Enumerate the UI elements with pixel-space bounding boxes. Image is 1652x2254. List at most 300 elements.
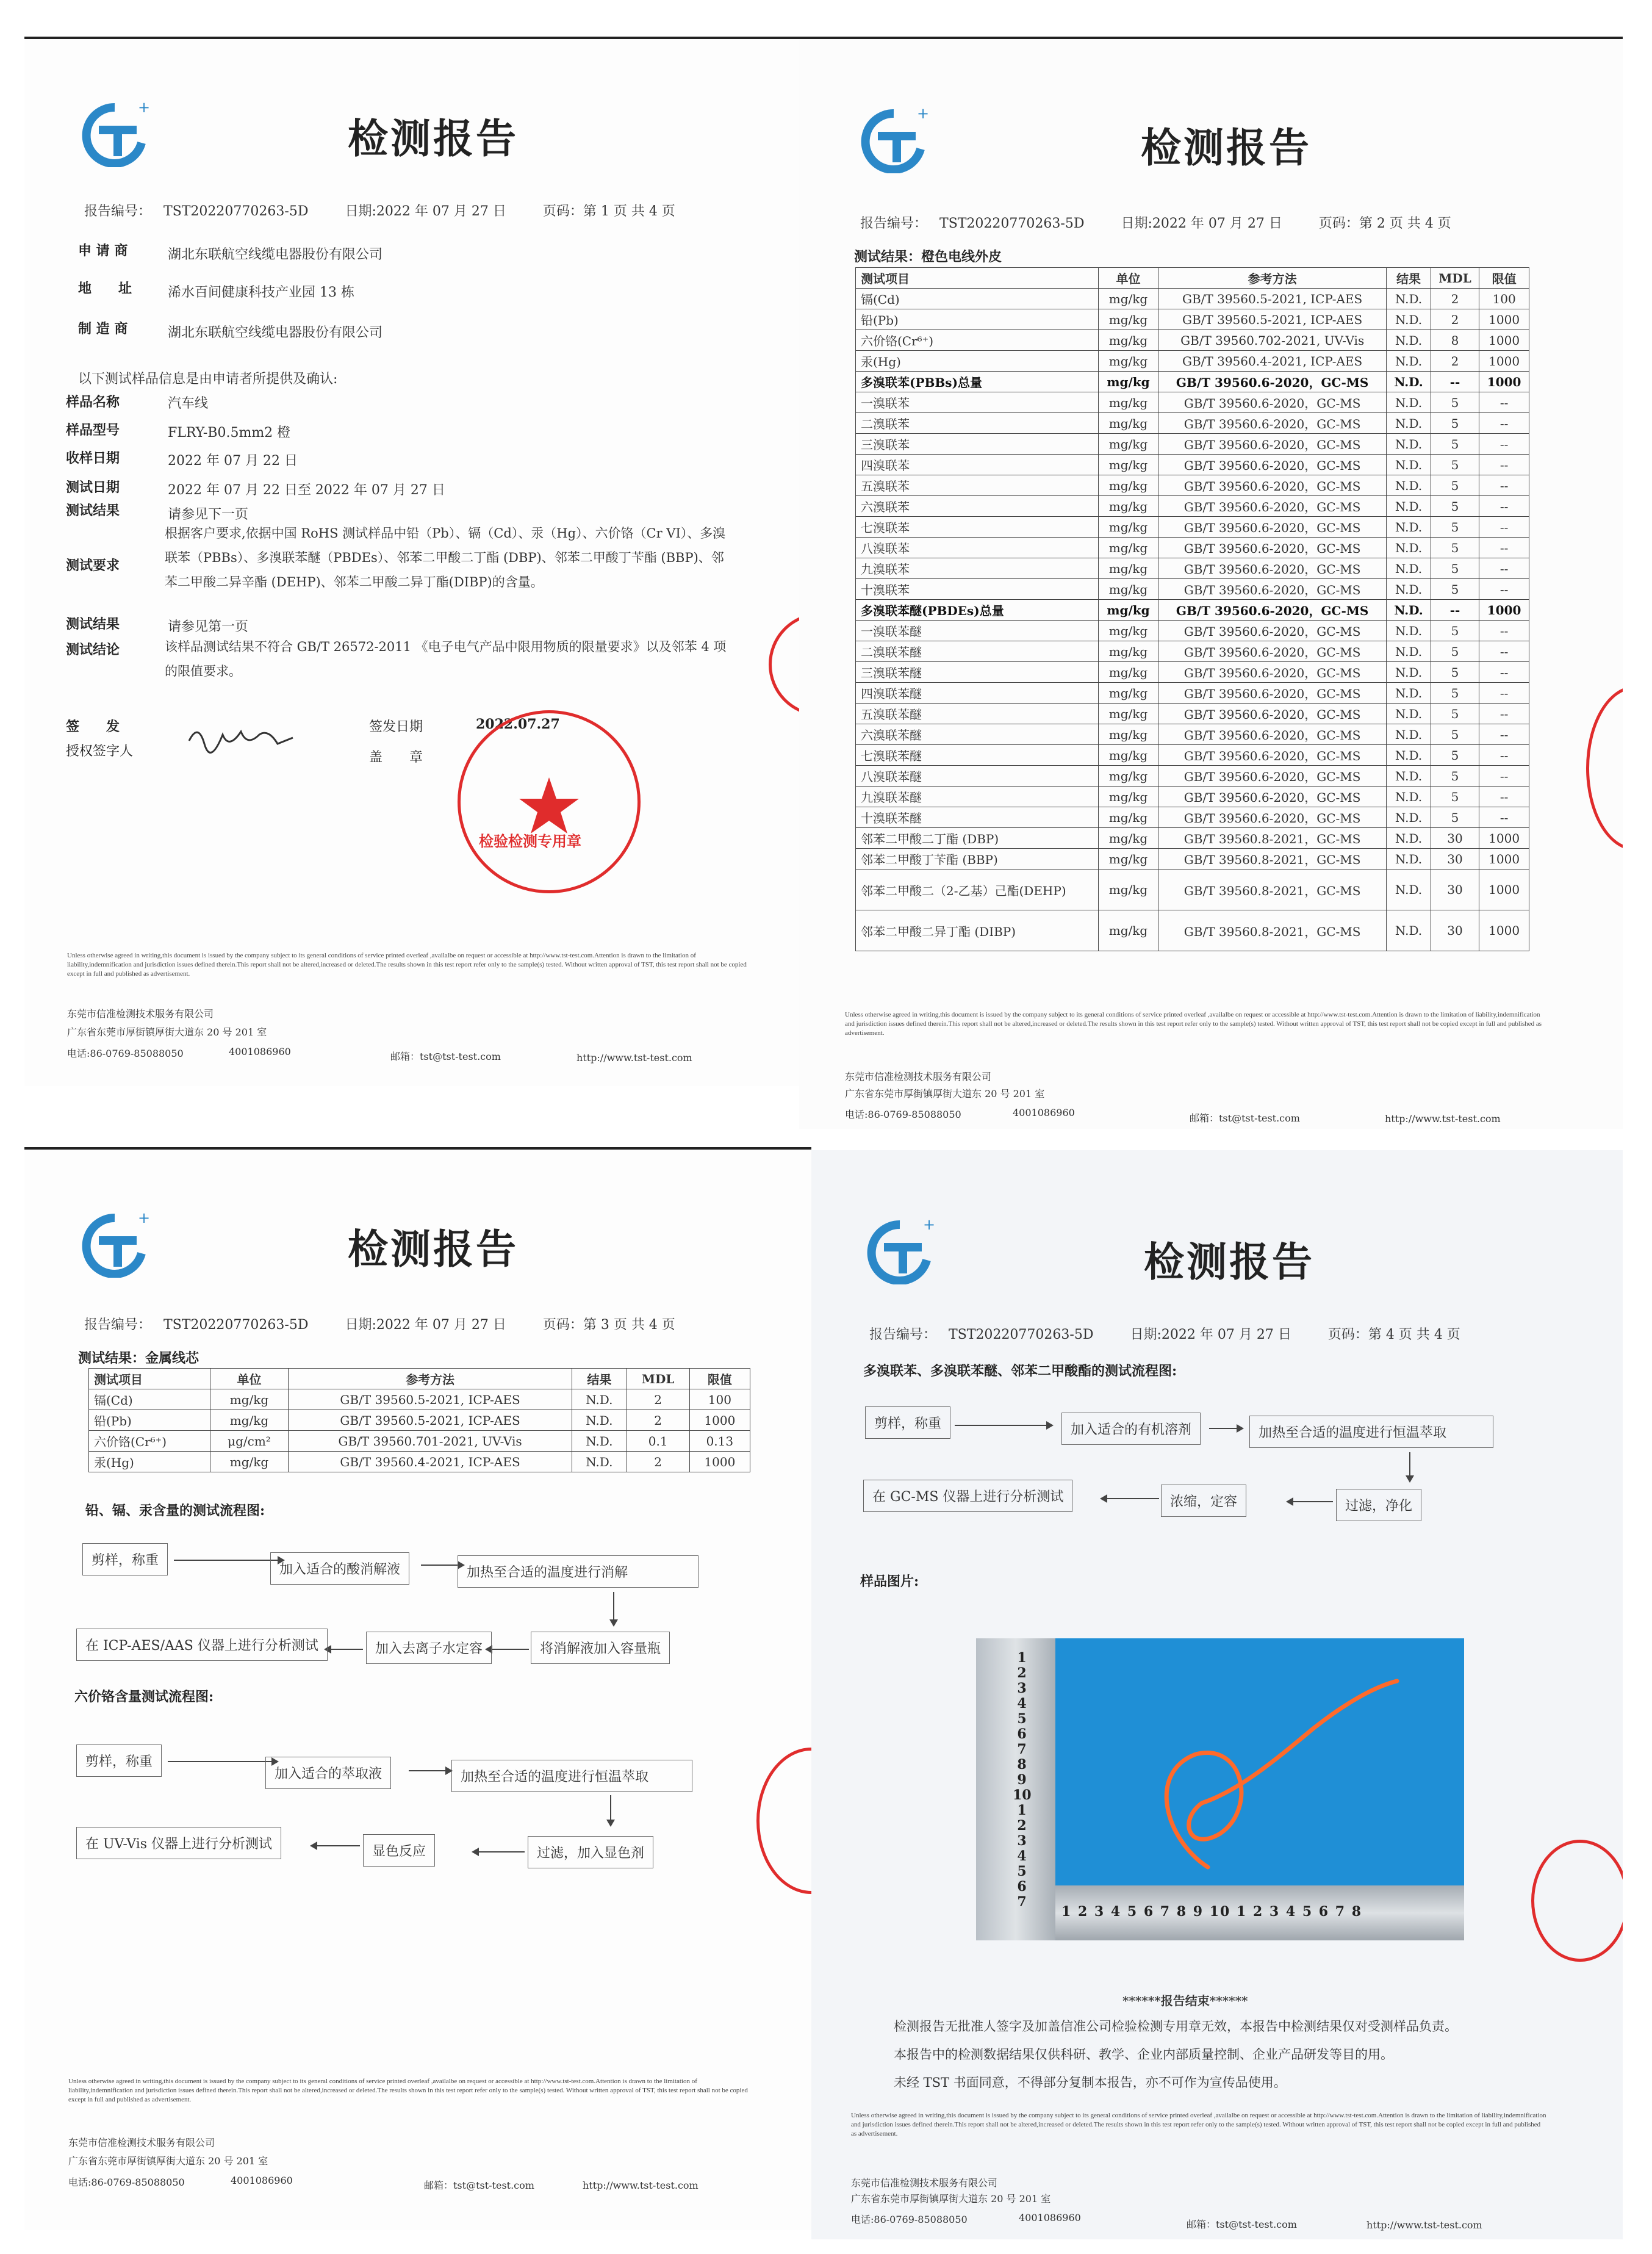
footer-address: 广东省东莞市厚街镇厚街大道东 20 号 201 室: [67, 1026, 267, 1038]
table-cell: 1000: [1479, 910, 1529, 951]
table-cell: 5: [1431, 704, 1479, 724]
table-cell: 1000: [1479, 600, 1529, 621]
table-cell: --: [1479, 807, 1529, 828]
table-cell: 二溴联苯: [856, 413, 1099, 434]
table-cell: N.D.: [1387, 600, 1431, 621]
table-row: [856, 910, 1529, 951]
disclaimer-text: Unless otherwise agreed in writing,this document is issued by the company subject to its general conditions of service printed overleaf ,availalbe on request or accessible at http://www.tst-test.com.Attention is drawn to the limitation of liability,indemnification and jurisdiction issues defined therein.This report shall not be altered,increased or deleted.The results shown in this test report refer only to the sample(s) tested. Without written approval of TST, this test report shall not be copied except in full and published as advertisement.: [68, 2078, 748, 2103]
requirement-text: 根据客户要求,依据中国 RoHS 测试样品中铅（Pb）、镉（Cd）、汞（Hg）、六价铬（Cr VI）、多溴联苯（PBBs）、多溴联苯醚（PBDEs）、邻苯二甲酸二丁酯 (DBP)、邻苯二甲酸丁苄酯 (BBP)、邻苯二甲酸二异辛酯 (DEHP)、邻苯二甲酸二异丁酯(DIBP)的含量。: [165, 526, 726, 589]
manufacturer-value: 湖北东联航空线缆电器股份有限公司: [168, 325, 383, 340]
table-cell: GB/T 39560.6-2020，GC-MS: [1158, 662, 1387, 683]
table-cell: 1000: [1479, 870, 1529, 910]
table-cell: --: [1479, 641, 1529, 662]
ruler-vertical-marks: 1 2 3 4 5 6 7 8 9 10 1 2 3 4 5 6 7: [1013, 1650, 1032, 1910]
page-number: 页码：第 2 页 共 4 页: [1318, 216, 1451, 231]
table-row: [856, 351, 1529, 372]
table-row: [856, 538, 1529, 558]
table-cell: 三溴联苯醚: [856, 662, 1099, 683]
flow-arrow-down-icon: [613, 1592, 614, 1626]
table-cell: 铅(Pb): [856, 309, 1099, 330]
table-cell: --: [1479, 724, 1529, 745]
footer-web: http://www.tst-test.com: [1385, 1113, 1501, 1125]
col-header: 测试项目: [89, 1369, 210, 1389]
table-cell: N.D.: [1387, 704, 1431, 724]
edge-stamp: [769, 613, 799, 716]
table-cell: N.D.: [1387, 309, 1431, 330]
ruler-horizontal: [1055, 1885, 1464, 1940]
table-row: [856, 475, 1529, 496]
table-cell: 1000: [1479, 372, 1529, 392]
table-cell: 三溴联苯: [856, 434, 1099, 455]
table-cell: 30: [1431, 870, 1479, 910]
table-cell: GB/T 39560.6-2020，GC-MS: [1158, 600, 1387, 621]
authorized-signer-label: 授权签字人: [66, 744, 134, 759]
disclaimer-text: Unless otherwise agreed in writing,this document is issued by the company subject to its general conditions of service printed overleaf ,availalbe on request or accessible at http://www.tst-test.com.Attention is drawn to the limitation of liability,indemnification and jurisdiction issues defined therein.This report shall not be altered,increased or deleted.The results shown in this test report refer only to the sample(s) tested. Without written approval of TST, this test report shall not be copied except in full and published as advertisement.: [67, 952, 747, 978]
table-cell: 5: [1431, 787, 1479, 807]
table-row: [89, 1431, 750, 1452]
report-no-label: 报告编号：: [860, 216, 928, 231]
test-date: 2022 年 07 月 22 日至 2022 年 07 月 27 日: [168, 483, 445, 498]
table-cell: mg/kg: [1098, 870, 1158, 910]
table-cell: N.D.: [1387, 683, 1431, 704]
flow1-title: 铅、镉、汞含量的测试流程图:: [85, 1503, 265, 1519]
table-row: [856, 413, 1529, 434]
report-no-label: 报告编号：: [84, 204, 152, 219]
flow1-step: 加入适合的酸消解液: [270, 1552, 409, 1585]
table-cell: N.D.: [1387, 662, 1431, 683]
disclaimer-text: Unless otherwise agreed in writing,this document is issued by the company subject to its general conditions of service printed overleaf ,availalbe on request or accessible at http://www.tst-test.com.Attention is drawn to the limitation of liability,indemnification and jurisdiction issues defined therein.This report shall not be altered,increased or deleted.The results shown in this test report refer only to the sample(s) tested. Without written approval of TST, this test report shall not be copied except in full and published as advertisement.: [845, 1011, 1542, 1037]
flow-arrow-icon: [1287, 1501, 1333, 1502]
table-cell: 镉(Cd): [856, 289, 1099, 309]
table-cell: --: [1479, 475, 1529, 496]
table-cell: mg/kg: [1098, 683, 1158, 704]
table-cell: 七溴联苯: [856, 517, 1099, 538]
table-cell: --: [1479, 538, 1529, 558]
table-cell: 30: [1431, 910, 1479, 951]
tst-logo-icon: [78, 1211, 157, 1278]
table-cell: GB/T 39560.6-2020，GC-MS: [1158, 724, 1387, 745]
flow2-step: 剪样，称重: [76, 1745, 162, 1777]
report-date: 日期:2022 年 07 月 27 日: [345, 204, 506, 219]
signature-icon: [186, 716, 296, 759]
result-label-1: 测试结果: [66, 503, 120, 519]
table-row: [89, 1389, 750, 1410]
table-cell: 5: [1431, 579, 1479, 600]
table-row: [856, 745, 1529, 766]
table-cell: --: [1479, 579, 1529, 600]
flow2-step: 显色反应: [363, 1834, 435, 1867]
table-cell: 100: [1479, 289, 1529, 309]
flow-step: 加热至合适的温度进行恒温萃取: [1249, 1416, 1493, 1448]
table-cell: 8: [1431, 330, 1479, 351]
table-row: [856, 662, 1529, 683]
table-cell: GB/T 39560.5-2021, ICP-AES: [289, 1389, 572, 1410]
svg-text:+: +: [138, 1211, 151, 1226]
table-cell: 2: [627, 1410, 689, 1431]
flow1-step: 剪样，称重: [82, 1543, 168, 1575]
table-cell: N.D.: [1387, 517, 1431, 538]
col-header: 测试项目: [856, 268, 1099, 289]
table-cell: N.D.: [1387, 372, 1431, 392]
table-row: [856, 289, 1529, 309]
table-cell: mg/kg: [1098, 724, 1158, 745]
table-cell: --: [1431, 600, 1479, 621]
stamp-star-icon: [461, 713, 637, 890]
table-cell: mg/kg: [1098, 766, 1158, 787]
footer-address: 广东省东莞市厚街镇厚街大道东 20 号 201 室: [845, 1088, 1045, 1100]
flow-step: 剪样，称重: [865, 1406, 950, 1439]
table-cell: 5: [1431, 807, 1479, 828]
flow-arrow-icon: [168, 1761, 278, 1762]
table-cell: 九溴联苯: [856, 558, 1099, 579]
flow-arrow-icon: [409, 1770, 451, 1771]
table-row: [856, 621, 1529, 641]
table-cell: N.D.: [1387, 807, 1431, 828]
table-cell: mg/kg: [1098, 434, 1158, 455]
result-title: 测试结果：橙色电线外皮: [854, 249, 1002, 265]
table-cell: mg/kg: [1098, 330, 1158, 351]
table-cell: 六溴联苯醚: [856, 724, 1099, 745]
svg-text:+: +: [917, 106, 930, 122]
table-cell: GB/T 39560.5-2021, ICP-AES: [1158, 309, 1387, 330]
table-header: [89, 1369, 750, 1389]
note-line: 检测报告无批准人签字及加盖信准公司检验检测专用章无效，本报告中检测结果仅对受测样品负责。: [894, 2019, 1457, 2034]
table-cell: GB/T 39560.702-2021, UV-Vis: [1158, 330, 1387, 351]
table-cell: 二溴联苯醚: [856, 641, 1099, 662]
table-cell: N.D.: [1387, 496, 1431, 517]
table-cell: GB/T 39560.6-2020，GC-MS: [1158, 745, 1387, 766]
table-cell: 九溴联苯醚: [856, 787, 1099, 807]
report-title: 检测报告: [1144, 1238, 1315, 1286]
ruler-vertical: [976, 1638, 1055, 1940]
table-cell: 5: [1431, 455, 1479, 475]
table-cell: GB/T 39560.4-2021, ICP-AES: [1158, 351, 1387, 372]
table-cell: N.D.: [1387, 455, 1431, 475]
intro-text: 以下测试样品信息是由申请者所提供及确认:: [78, 372, 338, 387]
report-meta: [869, 1324, 1497, 1343]
page-number: 页码：第 1 页 共 4 页: [542, 204, 675, 219]
flow1-step: 加入去离子水定容: [366, 1632, 492, 1664]
test-date-label: 测试日期: [66, 480, 120, 495]
flow-step: 浓缩，定容: [1161, 1485, 1246, 1517]
table-cell: mg/kg: [1098, 621, 1158, 641]
table-cell: mg/kg: [210, 1410, 288, 1431]
table-cell: 0.13: [689, 1431, 750, 1452]
footer-phone-2: 4001086960: [231, 2175, 293, 2186]
table-cell: GB/T 39560.6-2020，GC-MS: [1158, 766, 1387, 787]
col-header: MDL: [627, 1369, 689, 1389]
footer-address: 广东省东莞市厚街镇厚街大道东 20 号 201 室: [68, 2155, 268, 2167]
table-row: [856, 766, 1529, 787]
ruler-horizontal-marks: 1 2 3 4 5 6 7 8 9 10 1 2 3 4 5 6 7 8: [1061, 1904, 1363, 1920]
table-cell: 30: [1431, 849, 1479, 870]
footer-company: 东莞市信准检测技术服务有限公司: [851, 2177, 998, 2189]
flow2-step: 加热至合适的温度进行恒温萃取: [451, 1760, 692, 1792]
table-cell: --: [1431, 372, 1479, 392]
note-line: 未经 TST 书面同意，不得部分复制本报告，亦不可作为宣传品使用。: [894, 2075, 1287, 2090]
footer-phone-2: 4001086960: [1013, 1107, 1075, 1118]
table-cell: GB/T 39560.4-2021, ICP-AES: [289, 1452, 572, 1472]
report-no: TST20220770263-5D: [163, 1317, 309, 1333]
flow-step: 加入适合的有机溶剂: [1061, 1413, 1201, 1445]
table-cell: 1000: [689, 1452, 750, 1472]
table-cell: GB/T 39560.6-2020，GC-MS: [1158, 704, 1387, 724]
footer-phone: 电话:86-0769-85088050: [845, 1109, 961, 1120]
report-meta: [84, 201, 712, 220]
table-cell: mg/kg: [1098, 600, 1158, 621]
address-label: 地 址: [78, 281, 132, 297]
table-cell: mg/kg: [1098, 455, 1158, 475]
table-cell: 五溴联苯醚: [856, 704, 1099, 724]
report-title: 检测报告: [348, 115, 519, 162]
table-cell: 1000: [1479, 351, 1529, 372]
address-value: 浠水百间健康科技产业园 13 栋: [168, 285, 354, 300]
table-cell: --: [1479, 496, 1529, 517]
table-cell: 1000: [1479, 828, 1529, 849]
report-no: TST20220770263-5D: [949, 1327, 1094, 1342]
table-cell: 2: [627, 1452, 689, 1472]
footer-address: 广东省东莞市厚街镇厚街大道东 20 号 201 室: [851, 2193, 1051, 2205]
table-cell: 邻苯二甲酸丁苄酯 (BBP): [856, 849, 1099, 870]
flow1-step: 将消解液加入容量瓶: [531, 1632, 670, 1664]
table-cell: --: [1479, 704, 1529, 724]
table-cell: --: [1479, 434, 1529, 455]
results-table: [855, 267, 1529, 951]
table-cell: mg/kg: [1098, 351, 1158, 372]
result-label-2: 测试结果: [66, 616, 120, 632]
table-cell: N.D.: [1387, 910, 1431, 951]
report-date: 日期:2022 年 07 月 27 日: [1121, 216, 1282, 231]
table-cell: 六价铬(Cr⁶⁺): [89, 1431, 210, 1452]
flow2-step: 加入适合的萃取液: [265, 1757, 391, 1789]
flow-arrow-icon: [311, 1845, 360, 1846]
table-cell: GB/T 39560.6-2020，GC-MS: [1158, 579, 1387, 600]
table-cell: --: [1479, 413, 1529, 434]
table-row: [856, 372, 1529, 392]
sample-photo: [976, 1638, 1464, 1940]
flow2-step: 在 UV-Vis 仪器上进行分析测试: [76, 1827, 281, 1859]
col-header: 结果: [1387, 268, 1431, 289]
table-cell: --: [1479, 621, 1529, 641]
table-cell: GB/T 39560.8-2021，GC-MS: [1158, 870, 1387, 910]
table-row: [856, 517, 1529, 538]
table-cell: mg/kg: [1098, 849, 1158, 870]
table-row: [856, 455, 1529, 475]
table-cell: 四溴联苯: [856, 455, 1099, 475]
table-cell: mg/kg: [1098, 662, 1158, 683]
table-cell: 四溴联苯醚: [856, 683, 1099, 704]
table-cell: mg/kg: [1098, 538, 1158, 558]
report-meta: [860, 213, 1488, 232]
table-cell: 1000: [1479, 330, 1529, 351]
tst-logo-icon: [78, 100, 157, 167]
table-cell: 5: [1431, 538, 1479, 558]
disclaimer-text: Unless otherwise agreed in writing,this document is issued by the company subject to its general conditions of service printed overleaf ,availalbe on request or accessible at http://www.tst-test.com.Attention is drawn to the limitation of liability,indemnification and jurisdiction issues defined therein.This report shall not be altered,increased or deleted.The results shown in this test report refer only to the sample(s) tested. Without written approval of TST, this test report shall not be copied except in full and published as advertisement.: [851, 2112, 1546, 2137]
table-cell: mg/kg: [1098, 745, 1158, 766]
table-cell: mg/kg: [1098, 579, 1158, 600]
table-cell: 5: [1431, 724, 1479, 745]
report-no: TST20220770263-5D: [939, 216, 1085, 231]
flow1-step: 加热至合适的温度进行消解: [458, 1555, 699, 1588]
table-row: [89, 1410, 750, 1431]
col-header: 单位: [210, 1369, 288, 1389]
table-cell: N.D.: [1387, 724, 1431, 745]
report-title: 检测报告: [348, 1225, 519, 1273]
table-cell: 5: [1431, 745, 1479, 766]
table-row: [856, 309, 1529, 330]
page-number: 页码：第 3 页 共 4 页: [542, 1317, 675, 1333]
flow1-step: 在 ICP-AES/AAS 仪器上进行分析测试: [76, 1629, 328, 1661]
report-date: 日期:2022 年 07 月 27 日: [1130, 1327, 1291, 1342]
report-page-4: [811, 1150, 1623, 2239]
report-no-label: 报告编号：: [84, 1317, 152, 1333]
table-cell: N.D.: [1387, 289, 1431, 309]
table-cell: 5: [1431, 662, 1479, 683]
flow2-title: 六价铬含量测试流程图:: [74, 1689, 214, 1705]
manufacturer-label: 制 造 商: [78, 321, 128, 337]
table-cell: 汞(Hg): [856, 351, 1099, 372]
table-cell: --: [1479, 662, 1529, 683]
table-cell: mg/kg: [1098, 413, 1158, 434]
result-title: 测试结果：金属线芯: [78, 1350, 199, 1366]
flow-arrow-icon: [1101, 1498, 1159, 1499]
table-cell: 邻苯二甲酸二丁酯 (DBP): [856, 828, 1099, 849]
photo-title: 样品图片:: [860, 1574, 919, 1590]
table-cell: 多溴联苯(PBBs)总量: [856, 372, 1099, 392]
table-cell: --: [1479, 455, 1529, 475]
table-cell: mg/kg: [1098, 392, 1158, 413]
footer-company: 东莞市信准检测技术服务有限公司: [68, 2137, 215, 2148]
table-cell: mg/kg: [1098, 517, 1158, 538]
table-cell: N.D.: [1387, 621, 1431, 641]
table-cell: N.D.: [1387, 475, 1431, 496]
table-cell: N.D.: [1387, 870, 1431, 910]
table-cell: N.D.: [572, 1410, 627, 1431]
table-cell: 1000: [1479, 849, 1529, 870]
table-cell: GB/T 39560.6-2020，GC-MS: [1158, 538, 1387, 558]
tst-logo-icon: [863, 1217, 943, 1284]
table-cell: N.D.: [572, 1452, 627, 1472]
table-cell: 汞(Hg): [89, 1452, 210, 1472]
table-cell: GB/T 39560.701-2021, UV-Vis: [289, 1431, 572, 1452]
table-cell: 5: [1431, 558, 1479, 579]
table-cell: GB/T 39560.6-2020，GC-MS: [1158, 787, 1387, 807]
flow-title: 多溴联苯、多溴联苯醚、邻苯二甲酸酯的测试流程图:: [863, 1363, 1177, 1379]
table-cell: N.D.: [1387, 351, 1431, 372]
table-cell: mg/kg: [1098, 475, 1158, 496]
requirement-label: 测试要求: [66, 558, 120, 574]
footer-phone-2: 4001086960: [1019, 2212, 1081, 2223]
table-row: [856, 579, 1529, 600]
col-header: 参考方法: [1158, 268, 1387, 289]
table-row: [856, 724, 1529, 745]
table-cell: mg/kg: [1098, 641, 1158, 662]
footer-company: 东莞市信准检测技术服务有限公司: [67, 1008, 214, 1020]
table-cell: N.D.: [1387, 766, 1431, 787]
report-page-3: [24, 1147, 811, 2230]
table-cell: 八溴联苯醚: [856, 766, 1099, 787]
table-row: [856, 434, 1529, 455]
report-meta: [84, 1314, 712, 1333]
table-cell: 邻苯二甲酸二（2-乙基）己酯(DEHP): [856, 870, 1099, 910]
table-cell: 六溴联苯: [856, 496, 1099, 517]
table-cell: GB/T 39560.8-2021，GC-MS: [1158, 828, 1387, 849]
table-row: [856, 807, 1529, 828]
table-cell: mg/kg: [1098, 807, 1158, 828]
table-cell: 5: [1431, 434, 1479, 455]
table-cell: N.D.: [1387, 330, 1431, 351]
table-cell: 5: [1431, 517, 1479, 538]
table-cell: N.D.: [1387, 434, 1431, 455]
report-no: TST20220770263-5D: [163, 204, 309, 219]
table-cell: 十溴联苯: [856, 579, 1099, 600]
table-cell: 5: [1431, 621, 1479, 641]
table-cell: N.D.: [1387, 745, 1431, 766]
table-row: [856, 787, 1529, 807]
table-cell: GB/T 39560.6-2020，GC-MS: [1158, 621, 1387, 641]
flow-arrow-down-icon: [610, 1795, 611, 1826]
table-cell: GB/T 39560.6-2020，GC-MS: [1158, 434, 1387, 455]
table-cell: mg/kg: [1098, 558, 1158, 579]
table-cell: N.D.: [1387, 392, 1431, 413]
col-header: 限值: [1479, 268, 1529, 289]
report-date: 日期:2022 年 07 月 27 日: [345, 1317, 506, 1333]
sample-model: FLRY-B0.5mm2 橙: [168, 425, 291, 441]
table-cell: mg/kg: [1098, 704, 1158, 724]
table-cell: 2: [1431, 289, 1479, 309]
table-cell: 2: [627, 1389, 689, 1410]
table-cell: 5: [1431, 392, 1479, 413]
table-row: [856, 330, 1529, 351]
table-cell: GB/T 39560.6-2020，GC-MS: [1158, 517, 1387, 538]
table-cell: N.D.: [1387, 538, 1431, 558]
footer-email: 邮箱：tst@tst-test.com: [1187, 2219, 1297, 2230]
table-cell: GB/T 39560.6-2020，GC-MS: [1158, 683, 1387, 704]
flow-arrow-down-icon: [1409, 1452, 1410, 1482]
table-row: [856, 849, 1529, 870]
table-cell: 100: [689, 1389, 750, 1410]
flow-arrow-icon: [473, 1851, 525, 1853]
conclusion-text: 该样品测试结果不符合 GB/T 26572-2011 《电子电气产品中限用物质的限量要求》以及邻苯 4 项的限值要求。: [165, 639, 727, 679]
edge-stamp: [1586, 686, 1623, 851]
footer-phone: 电话:86-0769-85088050: [67, 1048, 184, 1059]
table-cell: GB/T 39560.6-2020，GC-MS: [1158, 496, 1387, 517]
footer-phone: 电话:86-0769-85088050: [68, 2177, 185, 2188]
table-cell: 5: [1431, 496, 1479, 517]
table-cell: --: [1479, 517, 1529, 538]
flow-arrow-icon: [955, 1425, 1052, 1426]
table-cell: --: [1479, 745, 1529, 766]
inspection-stamp: [458, 710, 641, 893]
flow-step: 在 GC-MS 仪器上进行分析测试: [863, 1480, 1072, 1512]
table-cell: 七溴联苯醚: [856, 745, 1099, 766]
table-cell: mg/kg: [210, 1452, 288, 1472]
footer-phone-2: 4001086960: [229, 1046, 291, 1057]
table-cell: 30: [1431, 828, 1479, 849]
flow-arrow-icon: [1209, 1428, 1243, 1429]
flow-step: 过滤，净化: [1336, 1489, 1421, 1521]
results-table: [88, 1368, 750, 1472]
edge-stamp: [1531, 1840, 1623, 1962]
result-value-2: 请参见第一页: [168, 619, 249, 635]
col-header: 参考方法: [289, 1369, 572, 1389]
table-row: [856, 600, 1529, 621]
applicant-value: 湖北东联航空线缆电器股份有限公司: [168, 247, 383, 262]
table-cell: 5: [1431, 413, 1479, 434]
table-cell: 5: [1431, 683, 1479, 704]
table-cell: GB/T 39560.6-2020，GC-MS: [1158, 475, 1387, 496]
svg-text:+: +: [138, 100, 151, 116]
